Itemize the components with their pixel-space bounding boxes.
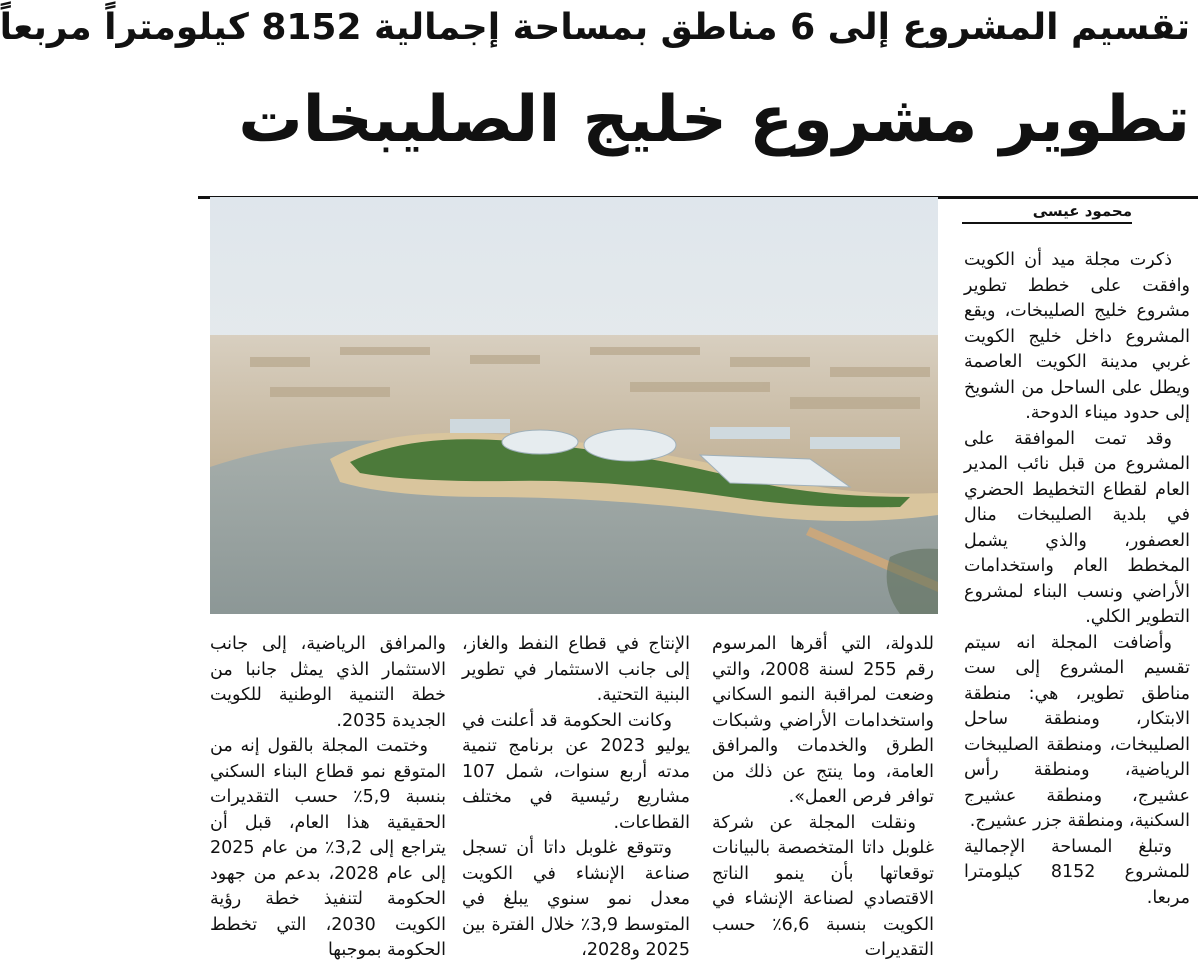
article-column-2: [712, 632, 934, 979]
paragraph: وقد تمت الموافقة على المشروع من قبل نائب المدير العام لقطاع التخطيط الحضري في بلدية الصليبخات منال العصفور، والذي يشمل المخطط العام واستخدامات الأراضي ونسب البناء لمشروع التطوير الكلي.: [964, 428, 1190, 627]
article-kicker: تقسيم المشروع إلى 6 مناطق بمساحة إجمالية 8152 كيلومتراً مربعاً: [0, 7, 1190, 48]
article-column-1: [964, 248, 1190, 978]
paragraph: والمرافق الرياضية، إلى جانب الاستثمار الذي يمثل جانبا من خطة التنمية الوطنية للكويت الجديدة 2035.: [210, 634, 446, 731]
paragraph: ذكرت مجلة ميد أن الكويت وافقت على خطط تطوير مشروع خليج الصليبخات، ويقع المشروع داخل خليج الكويت غربي مدينة الكويت العاصمة ويطل على الساحل من الشويخ إلى حدود ميناء الدوحة.: [964, 250, 1190, 423]
paragraph: وتتوقع غلوبل داتا أن تسجل صناعة الإنشاء في الكويت معدل نمو سنوي يبلغ في المتوسط 3,9٪ خلال الفترة بين 2025 و2028،: [462, 838, 690, 960]
paragraph: للدولة، التي أقرها المرسوم رقم 255 لسنة 2008، والتي وضعت لمراقبة النمو السكاني واستخدامات الأراضي وشبكات الطرق والخدمات والمرافق العامة، وما ينتج عن ذلك من توافر فرص العمل».: [712, 634, 935, 807]
article-column-4: [210, 632, 446, 979]
paragraph: وكانت الحكومة قد أعلنت في يوليو 2023 عن برنامج تنمية مدته أربع سنوات، شمل 107 مشاريع رئيسية في مختلف القطاعات.: [462, 710, 690, 833]
paragraph: وأضافت المجلة انه سيتم تقسيم المشروع إلى ست مناطق تطوير، هي: منطقة الابتكار، ومنطقة ساحل الصليبخات، ومنطقة الصليبخات الرياضية، ومنطقة رأس عشيرج، ومنطقة عشيرج السكنية، ومنطقة جزر عشيرج.: [964, 632, 1190, 831]
article-column-3: [462, 632, 690, 979]
paragraph: الإنتاج في قطاع النفط والغاز، إلى جانب الاستثمار في تطوير البنية التحتية.: [462, 634, 690, 705]
aerial-rendering-photo: [210, 197, 938, 614]
article-byline: محمود عيسى: [962, 202, 1132, 224]
article-headline: تطوير مشروع خليج الصليبخات: [238, 83, 1190, 157]
paragraph: ونقلت المجلة عن شركة غلوبل داتا المتخصصة بالبيانات توقعاتها بأن ينمو الناتج الاقتصادي لصناعة الإنشاء في الكويت بنسبة 6,6٪ حسب التقديرات: [712, 812, 934, 960]
paragraph: وتبلغ المساحة الإجمالية للمشروع 8152 كيلومترا مربعا.: [964, 836, 1191, 908]
paragraph: وختمت المجلة بالقول إنه من المتوقع نمو قطاع البناء السكني بنسبة 5,9٪ حسب التقديرات الحقيقية هذا العام، قبل أن يتراجع إلى 3,2٪ من عام 2025 إلى عام 2028، بدعم من جهود الحكومة لتنفيذ خطة رؤية الكويت 2030، التي تخطط الحكومة بموجبها: [210, 736, 446, 960]
